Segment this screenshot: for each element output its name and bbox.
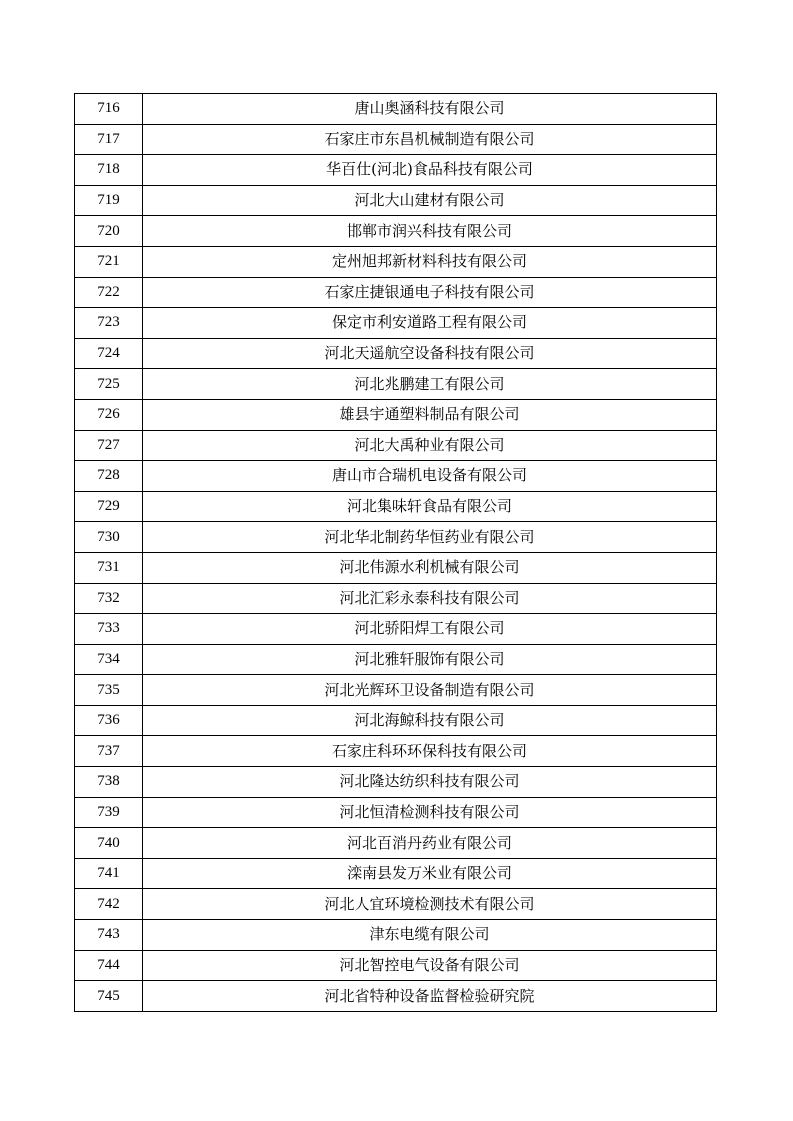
table-row — [75, 981, 717, 1012]
table-row — [75, 338, 717, 369]
table-row — [75, 920, 717, 951]
company-name-cell: 保定市利安道路工程有限公司 — [143, 308, 717, 339]
company-name-cell: 河北海鲸科技有限公司 — [143, 705, 717, 736]
row-number-cell: 735 — [75, 675, 143, 706]
company-list-body — [75, 94, 717, 1012]
company-name-cell: 河北天遥航空设备科技有限公司 — [143, 338, 717, 369]
company-name-cell: 石家庄捷银通电子科技有限公司 — [143, 277, 717, 308]
table-row — [75, 399, 717, 430]
row-number-cell: 743 — [75, 920, 143, 951]
row-number-cell: 722 — [75, 277, 143, 308]
company-name-cell: 河北百消丹药业有限公司 — [143, 828, 717, 859]
table-row — [75, 828, 717, 859]
row-number-cell: 745 — [75, 981, 143, 1012]
row-number-cell: 732 — [75, 583, 143, 614]
table-row — [75, 461, 717, 492]
row-number-cell: 733 — [75, 614, 143, 645]
row-number-cell: 719 — [75, 185, 143, 216]
table-row — [75, 369, 717, 400]
row-number-cell: 723 — [75, 308, 143, 339]
company-name-cell: 河北伟源水利机械有限公司 — [143, 552, 717, 583]
company-name-cell: 河北智控电气设备有限公司 — [143, 950, 717, 981]
row-number-cell: 718 — [75, 155, 143, 186]
company-name-cell: 河北汇彩永泰科技有限公司 — [143, 583, 717, 614]
company-name-cell: 滦南县发万米业有限公司 — [143, 858, 717, 889]
row-number-cell: 726 — [75, 399, 143, 430]
table-row — [75, 736, 717, 767]
table-row — [75, 277, 717, 308]
company-name-cell: 河北兆鹏建工有限公司 — [143, 369, 717, 400]
table-row — [75, 675, 717, 706]
company-name-cell: 河北省特种设备监督检验研究院 — [143, 981, 717, 1012]
company-name-cell: 津东电缆有限公司 — [143, 920, 717, 951]
row-number-cell: 736 — [75, 705, 143, 736]
row-number-cell: 721 — [75, 246, 143, 277]
company-name-cell: 雄县宇通塑料制品有限公司 — [143, 399, 717, 430]
row-number-cell: 734 — [75, 644, 143, 675]
company-name-cell: 定州旭邦新材料科技有限公司 — [143, 246, 717, 277]
company-name-cell: 河北大山建材有限公司 — [143, 185, 717, 216]
company-name-cell: 河北大禹种业有限公司 — [143, 430, 717, 461]
row-number-cell: 739 — [75, 797, 143, 828]
table-row — [75, 583, 717, 614]
table-row — [75, 950, 717, 981]
table-row — [75, 94, 717, 125]
table-row — [75, 797, 717, 828]
row-number-cell: 742 — [75, 889, 143, 920]
table-row — [75, 155, 717, 186]
row-number-cell: 738 — [75, 767, 143, 798]
company-name-cell: 石家庄科环环保科技有限公司 — [143, 736, 717, 767]
company-name-cell: 河北华北制药华恒药业有限公司 — [143, 522, 717, 553]
table-row — [75, 767, 717, 798]
table-row — [75, 185, 717, 216]
company-name-cell: 唐山市合瑞机电设备有限公司 — [143, 461, 717, 492]
row-number-cell: 716 — [75, 94, 143, 125]
company-list-table — [74, 93, 717, 1012]
company-name-cell: 河北隆达纺织科技有限公司 — [143, 767, 717, 798]
company-name-cell: 河北集味轩食品有限公司 — [143, 491, 717, 522]
company-name-cell: 河北光辉环卫设备制造有限公司 — [143, 675, 717, 706]
table-row — [75, 552, 717, 583]
company-name-cell: 石家庄市东昌机械制造有限公司 — [143, 124, 717, 155]
row-number-cell: 731 — [75, 552, 143, 583]
row-number-cell: 717 — [75, 124, 143, 155]
row-number-cell: 741 — [75, 858, 143, 889]
company-name-cell: 邯郸市润兴科技有限公司 — [143, 216, 717, 247]
table-row — [75, 124, 717, 155]
row-number-cell: 727 — [75, 430, 143, 461]
table-row — [75, 491, 717, 522]
row-number-cell: 744 — [75, 950, 143, 981]
table-row — [75, 246, 717, 277]
company-name-cell: 河北雅轩服饰有限公司 — [143, 644, 717, 675]
table-row — [75, 430, 717, 461]
company-name-cell: 华百仕(河北)食品科技有限公司 — [143, 155, 717, 186]
row-number-cell: 729 — [75, 491, 143, 522]
company-name-cell: 河北骄阳焊工有限公司 — [143, 614, 717, 645]
row-number-cell: 730 — [75, 522, 143, 553]
row-number-cell: 740 — [75, 828, 143, 859]
row-number-cell: 728 — [75, 461, 143, 492]
company-name-cell: 唐山奥涵科技有限公司 — [143, 94, 717, 125]
table-row — [75, 522, 717, 553]
row-number-cell: 720 — [75, 216, 143, 247]
company-name-cell: 河北恒清检测科技有限公司 — [143, 797, 717, 828]
table-row — [75, 858, 717, 889]
row-number-cell: 725 — [75, 369, 143, 400]
table-row — [75, 889, 717, 920]
table-row — [75, 614, 717, 645]
table-row — [75, 216, 717, 247]
table-row — [75, 644, 717, 675]
row-number-cell: 737 — [75, 736, 143, 767]
table-row — [75, 705, 717, 736]
row-number-cell: 724 — [75, 338, 143, 369]
company-name-cell: 河北人宜环境检测技术有限公司 — [143, 889, 717, 920]
table-row — [75, 308, 717, 339]
